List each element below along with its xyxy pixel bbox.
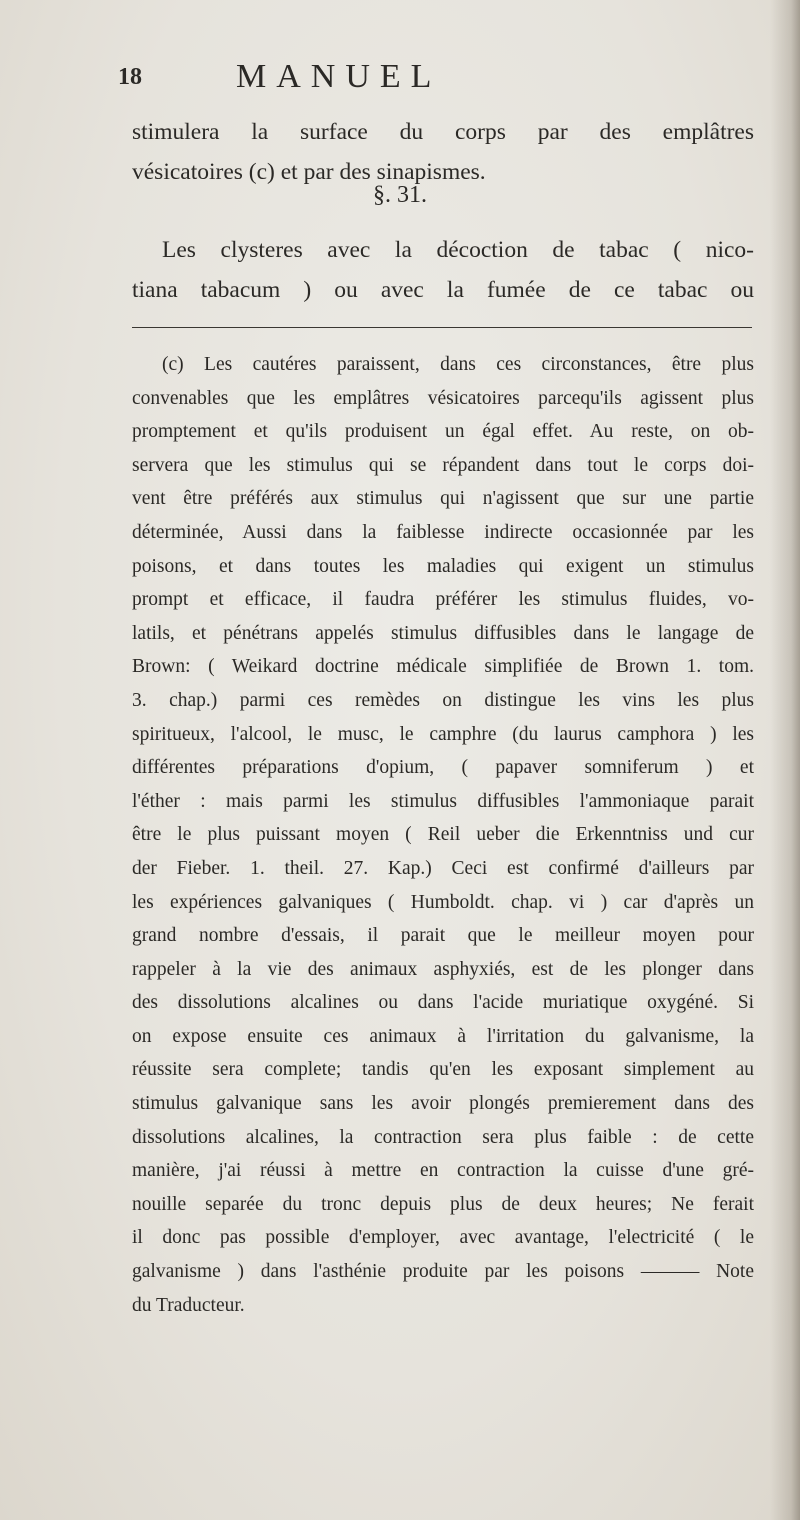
footnote-line: différentes préparations d'opium, ( papaver somniferum ) et [132,757,754,779]
footnote-line: spiritueux, l'alcool, le musc, le camphre (du laurus camphora ) les [132,723,754,745]
section-heading: §. 31. [373,182,427,208]
footnote-line: les expériences galvaniques ( Humboldt. chap. vi ) car d'après un [132,891,754,913]
section-paragraph [132,230,754,310]
running-head [118,58,738,98]
text-line: Les clysteres avec la décoction de tabac ( nico- [162,237,754,263]
footnote-line: l'éther : mais parmi les stimulus diffusibles l'ammoniaque parait [132,790,754,812]
footnote-line: 3. chap.) parmi ces remèdes on distingue les vins les plus [132,689,754,711]
footnote-line: prompt et efficace, il faudra préférer les stimulus fluides, vo- [132,589,754,611]
page-number: 18 [118,64,142,90]
footnote-line: on expose ensuite ces animaux à l'irritation du galvanisme, la [132,1025,754,1047]
text-line: stimulera la surface du corps par des emplâtres [132,119,754,145]
footnote-line: être le plus puissant moyen ( Reil ueber die Erkenntniss und cur [132,824,754,846]
footnote-line: des dissolutions alcalines ou dans l'acide muriatique oxygéné. Si [132,992,754,1014]
footnote-line: convenables que les emplâtres vésicatoires parcequ'ils agissent plus [132,387,754,409]
footnote-line: stimulus galvanique sans les avoir plongés premierement dans des [132,1093,754,1115]
footnote-line: déterminée, Aussi dans la faiblesse indirecte occasionnée par les [132,521,754,543]
footnote [132,348,754,1322]
footnote-line: grand nombre d'essais, il parait que le meilleur moyen pour [132,925,754,947]
footnote-line: il donc pas possible d'employer, avec avantage, l'electricité ( le [132,1227,754,1249]
footnote-line: Brown: ( Weikard doctrine médicale simplifiée de Brown 1. tom. [132,656,754,678]
footnote-rule [132,327,752,328]
footnote-line: galvanisme ) dans l'asthénie produite par les poisons ——— Note [132,1261,754,1283]
page-edge-shadow [770,0,800,1520]
footnote-line: du Traducteur. [132,1294,245,1316]
footnote-line: dissolutions alcalines, la contraction sera plus faible : de cette [132,1126,754,1148]
footnote-line: manière, j'ai réussi à mettre en contraction la cuisse d'une gré- [132,1160,754,1182]
footnote-line: promptement et qu'ils produisent un égal effet. Au reste, on ob- [132,421,754,443]
footnote-line: (c) Les cautéres paraissent, dans ces circonstances, être plus [162,354,754,375]
footnote-line: der Fieber. 1. theil. 27. Kap.) Ceci est confirmé d'ailleurs par [132,857,754,879]
footnote-line: poisons, et dans toutes les maladies qui exigent un stimulus [132,555,754,577]
footnote-line: réussite sera complete; tandis qu'en les exposant simplement au [132,1059,754,1081]
footnote-line: servera que les stimulus qui se répandent dans tout le corps doi- [132,454,754,476]
text-line: vésicatoires (c) et par des sinapismes. [132,159,486,185]
text-line: tiana tabacum ) ou avec la fumée de ce tabac ou [132,277,754,303]
footnote-line: vent être préférés aux stimulus qui n'agissent que sur une partie [132,488,754,510]
running-title: MANUEL [236,58,442,95]
main-paragraph [132,112,754,192]
footnote-line: latils, et pénétrans appelés stimulus diffusibles dans le langage de [132,622,754,644]
footnote-line: nouille separée du tronc depuis plus de deux heures; Ne ferait [132,1193,754,1215]
footnote-line: rappeler à la vie des animaux asphyxiés, est de les plonger dans [132,958,754,980]
